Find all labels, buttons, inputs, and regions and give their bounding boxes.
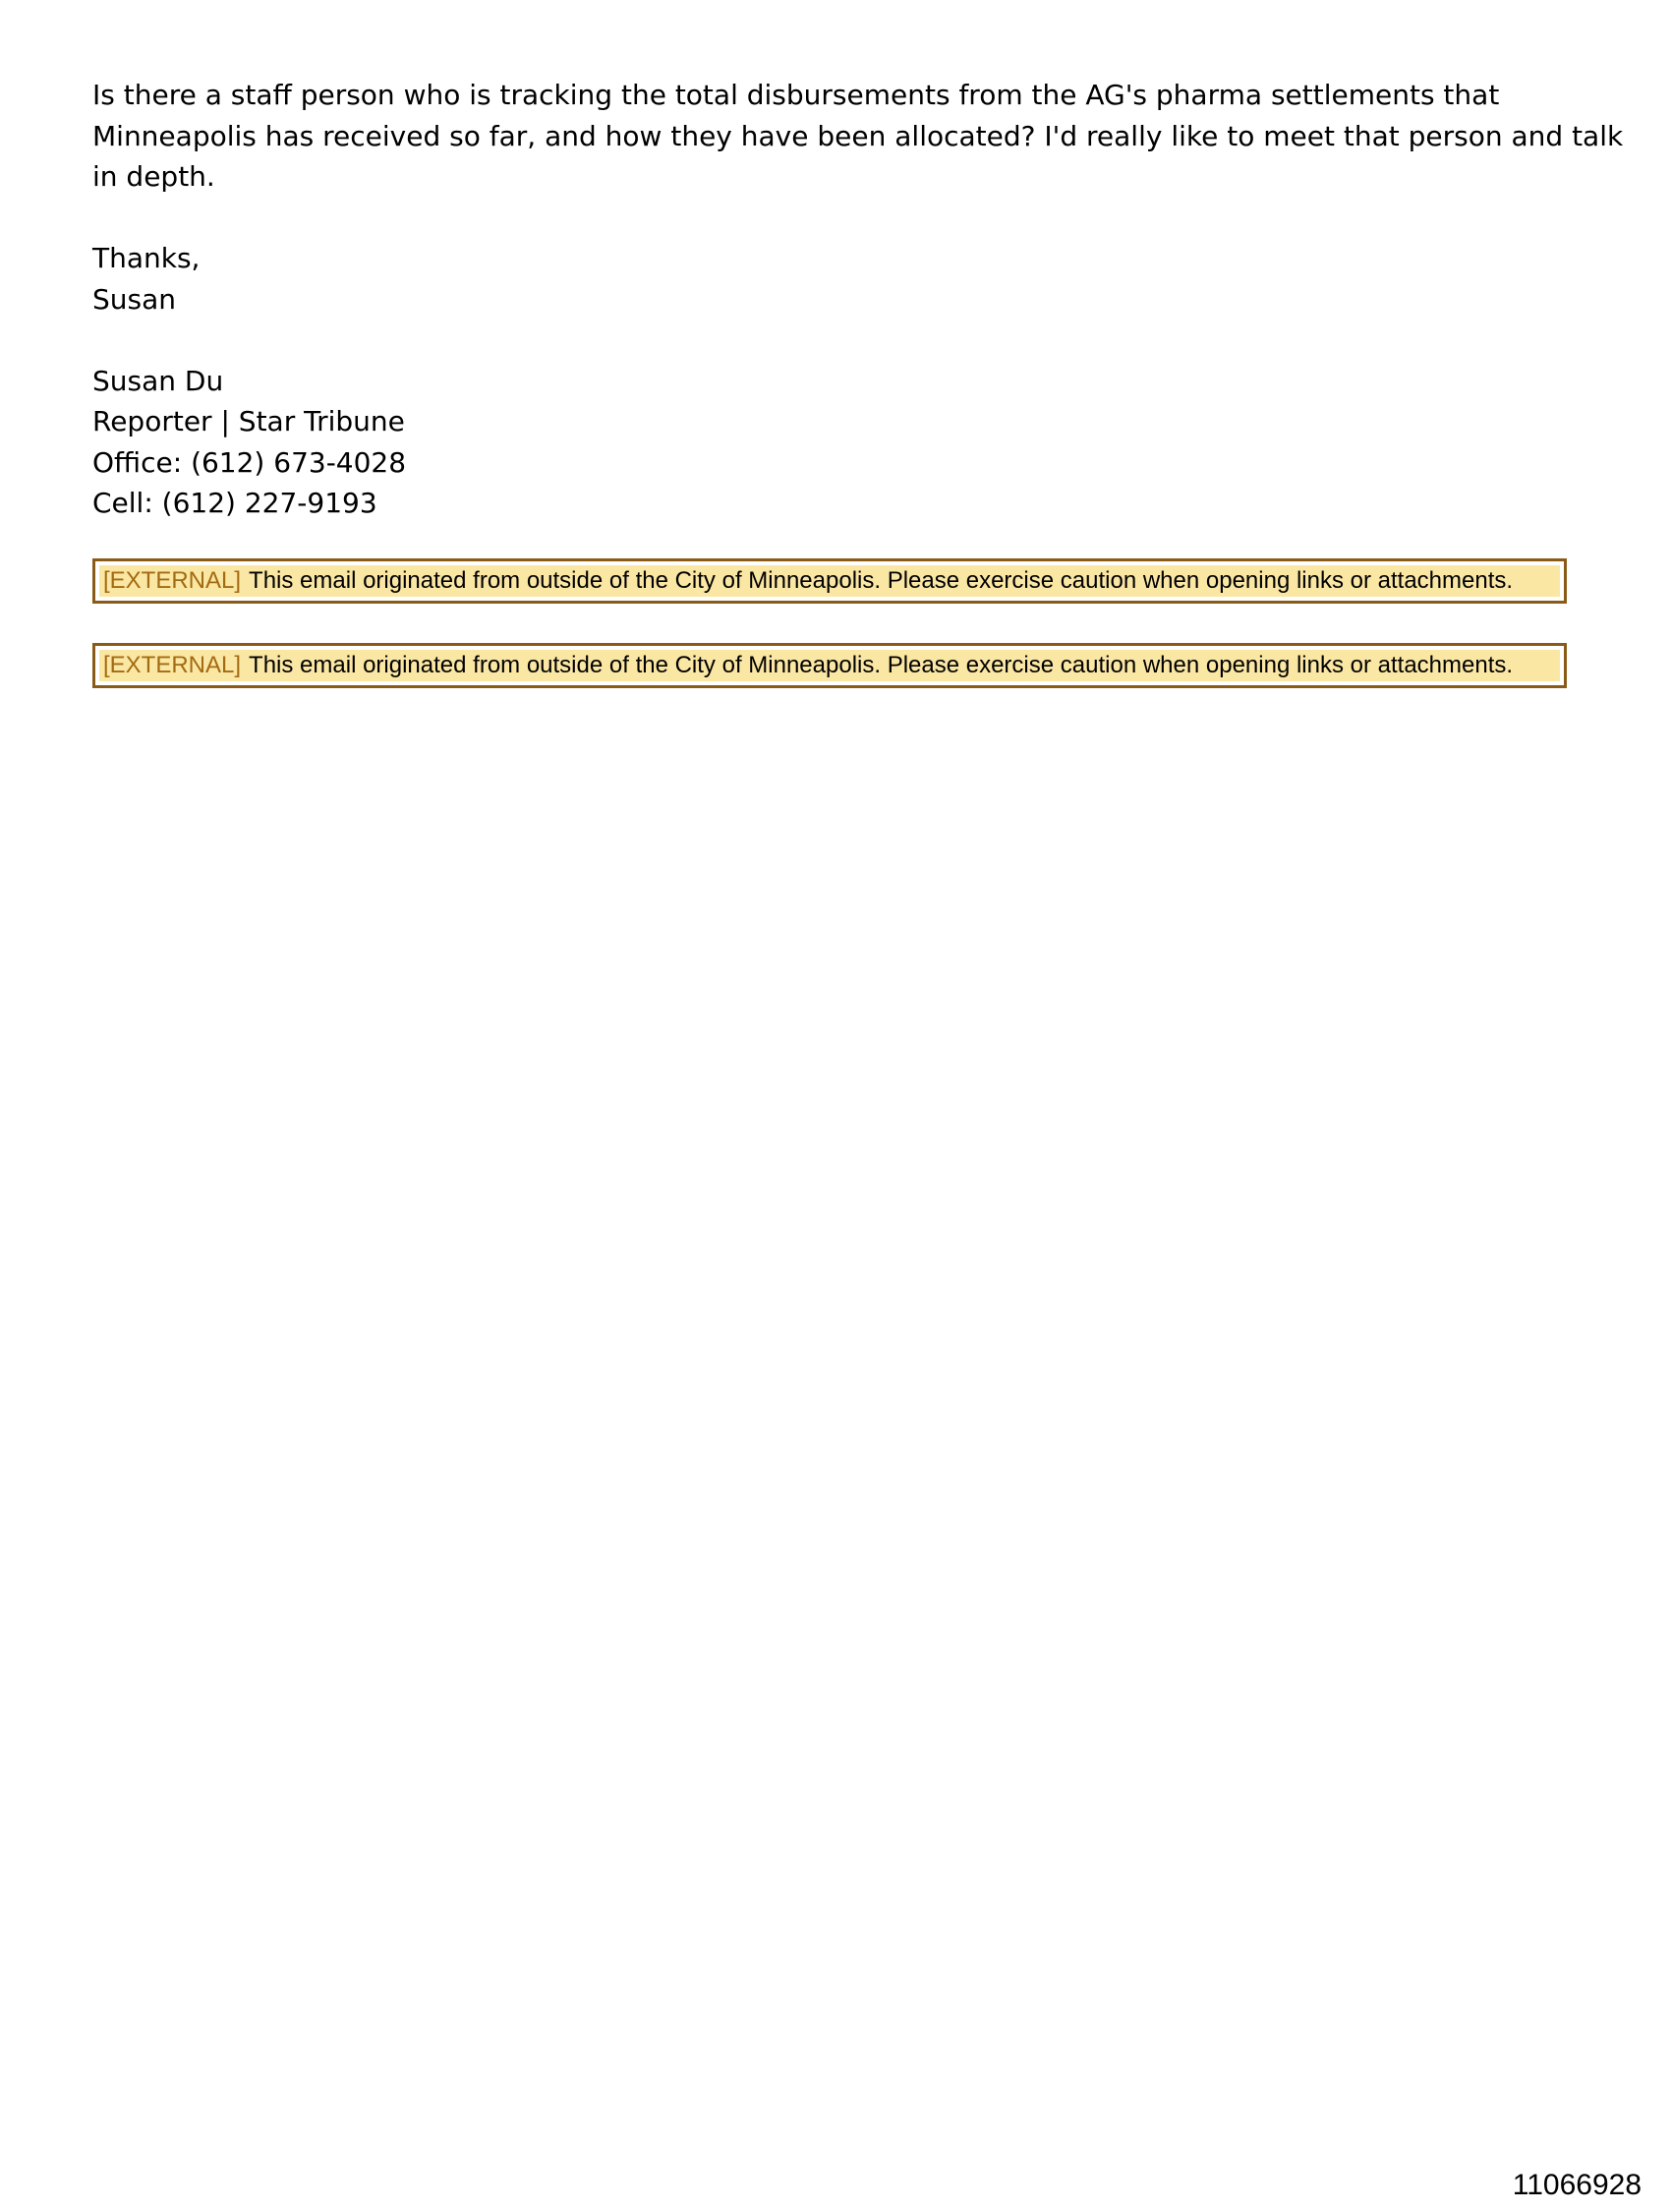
email-paragraph-line: in depth. [92,160,215,193]
spacer [92,198,1586,239]
signature-title-org: Reporter | Star Tribune [92,405,405,437]
email-closing-block [92,238,1586,320]
email-paragraph-line: Is there a staff person who is tracking the total disbursements from the AG's pharma settlements that [92,79,1500,111]
email-closing: Thanks, [92,242,201,274]
banner-external-tag: [EXTERNAL] [103,567,242,594]
email-paragraph-line: Minneapolis has received so far, and how they have been allocated? I'd really like to meet that person and talk [92,119,1624,152]
spacer [92,320,1586,361]
signature-name: Susan Du [92,364,224,397]
banner-message: This email originated from outside of the City of Minneapolis. Please exercise caution when opening links or attachments. [249,567,1514,594]
banner-message: This email originated from outside of the City of Minneapolis. Please exercise caution when opening links or attachments. [249,652,1514,678]
signature-cell-phone: Cell: (612) 227-9193 [92,487,377,519]
bates-number: 11066928 [1512,2169,1642,2201]
email-body [92,75,1624,524]
email-signature [92,361,1586,524]
email-paragraph [92,75,1624,198]
external-email-warning-banner [92,558,1567,604]
banner-content [99,565,1560,597]
signature-office-phone: Office: (612) 673-4028 [92,445,407,479]
email-sender-first-name: Susan [92,282,177,316]
banner-content [99,650,1560,681]
external-email-warning-banner [92,643,1567,688]
banner-external-tag: [EXTERNAL] [103,652,242,678]
